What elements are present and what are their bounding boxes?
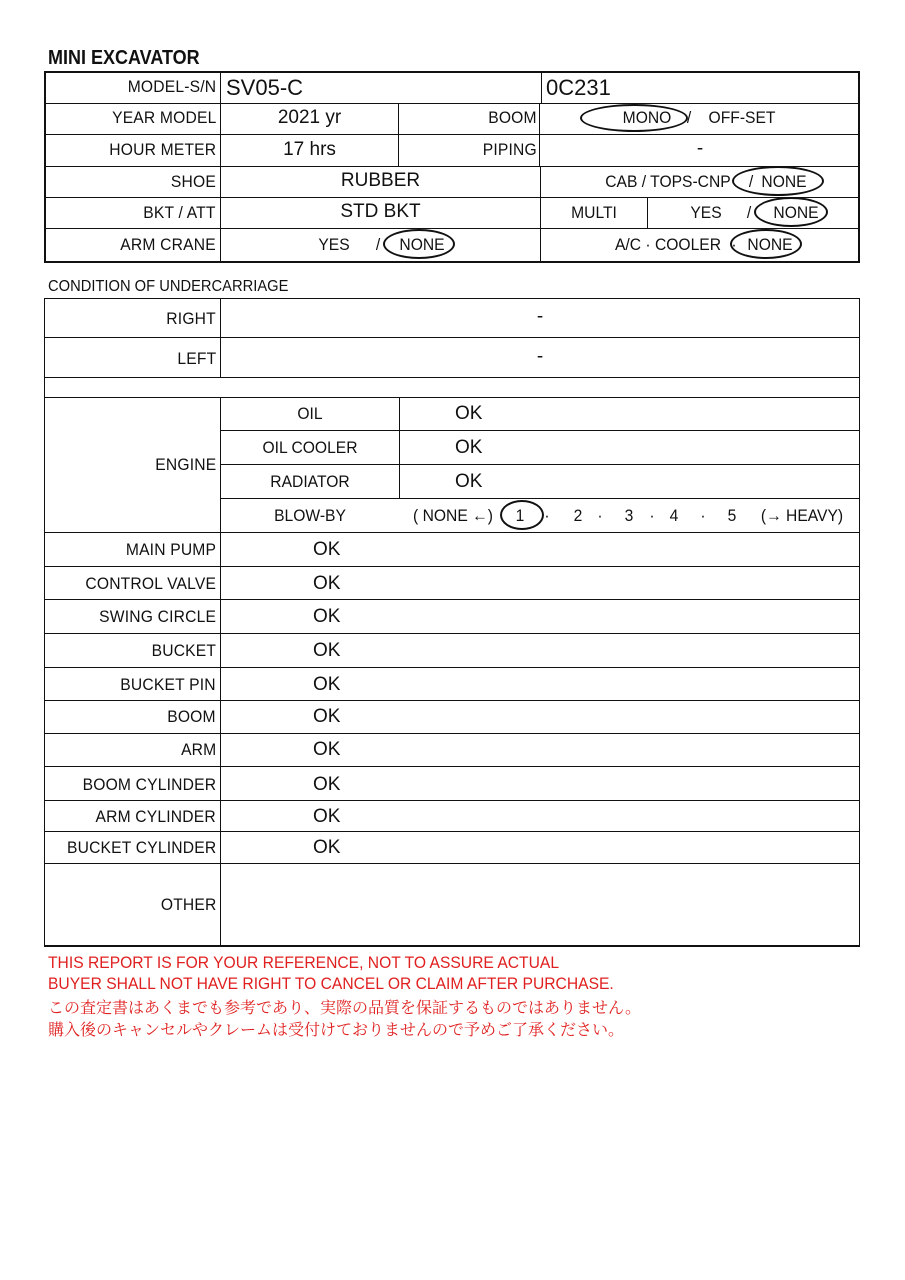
blow-by-level-5: 5 <box>727 506 737 525</box>
check-value-bucket: OK <box>313 640 341 661</box>
blow-by-dot: · <box>544 506 550 525</box>
check-label-boom: BOOM <box>167 707 216 726</box>
check-label-boom-cylinder: BOOM CYLINDER <box>82 775 216 794</box>
right-value: - <box>536 306 544 327</box>
disclaimer-line-3: この査定書はあくまでも参考であり、実際の品質を保証するものではありません。 <box>48 1000 641 1017</box>
undercarriage-heading: CONDITION OF UNDERCARRIAGE <box>48 278 289 295</box>
check-value-boom-cylinder: OK <box>313 774 341 795</box>
boom-label: BOOM <box>488 108 537 127</box>
disclaimer-line-2: BUYER SHALL NOT HAVE RIGHT TO CANCEL OR CLAIM AFTER PURCHASE. <box>48 974 614 993</box>
cab-none: NONE <box>761 172 807 191</box>
shoe-value: RUBBER <box>340 170 421 191</box>
oil-label: OIL <box>297 404 323 423</box>
check-label-arm: ARM <box>180 740 216 759</box>
arm-crane-label: ARM CRANE <box>120 235 216 254</box>
hour-meter-label: HOUR METER <box>109 140 216 159</box>
piping-value: - <box>696 138 704 159</box>
bkt-att-label: BKT / ATT <box>143 203 216 222</box>
hour-meter-value: 17 hrs <box>283 139 336 160</box>
selected-mark <box>580 104 688 132</box>
boom-mono: MONO <box>622 108 672 127</box>
selected-mark <box>500 500 544 530</box>
selected-mark <box>730 229 802 259</box>
year-model-value: 2021 yr <box>277 107 342 128</box>
cab-separator: / <box>748 172 754 191</box>
arm-crane-none: NONE <box>399 235 445 254</box>
other-label: OTHER <box>160 895 216 914</box>
check-value-bucket-pin: OK <box>313 674 341 695</box>
left-label: LEFT <box>177 349 216 368</box>
model-value: SV05-C <box>226 75 304 100</box>
radiator-label: RADIATOR <box>270 472 350 491</box>
multi-label: MULTI <box>571 203 617 222</box>
blow-by-level-4: 4 <box>669 506 679 525</box>
bkt-att-value: STD BKT <box>340 201 421 222</box>
check-label-arm-cylinder: ARM CYLINDER <box>95 807 216 826</box>
blow-by-heavy: (→ HEAVY) <box>760 506 844 525</box>
serial-value: 0C231 <box>546 75 611 100</box>
engine-label: ENGINE <box>154 455 216 474</box>
blow-by-dot: · <box>649 506 655 525</box>
disclaimer-line-1: THIS REPORT IS FOR YOUR REFERENCE, NOT TO ASSURE ACTUAL <box>48 953 560 972</box>
multi-none: NONE <box>773 203 819 222</box>
boom-offset: OFF-SET <box>708 108 776 127</box>
blow-by-level-3: 3 <box>624 506 634 525</box>
blow-by-dot: · <box>597 506 603 525</box>
selected-mark <box>732 166 824 196</box>
right-label: RIGHT <box>166 309 216 328</box>
check-label-bucket-pin: BUCKET PIN <box>120 675 216 694</box>
blow-by-label: BLOW-BY <box>274 506 346 525</box>
ac-cooler-options: A/C · COOLER <box>614 235 722 254</box>
check-value-control-valve: OK <box>313 573 341 594</box>
arm-crane-separator: / <box>375 235 381 254</box>
check-value-boom: OK <box>313 706 341 727</box>
blow-by-level-1: 1 <box>515 506 525 525</box>
check-label-control-valve: CONTROL VALVE <box>85 574 216 593</box>
radiator-value: OK <box>455 471 483 492</box>
page-title: MINI EXCAVATOR <box>48 47 200 69</box>
check-value-bucket-cylinder: OK <box>313 837 341 858</box>
oil-cooler-label: OIL COOLER <box>262 438 358 457</box>
check-value-arm-cylinder: OK <box>313 806 341 827</box>
multi-separator: / <box>746 203 752 222</box>
cab-options: CAB / TOPS-CNP <box>605 172 731 191</box>
multi-yes: YES <box>690 203 722 222</box>
left-value: - <box>536 346 544 367</box>
ac-cooler-separator: · <box>731 235 737 254</box>
blow-by-level-2: 2 <box>573 506 583 525</box>
check-label-bucket: BUCKET <box>151 641 216 660</box>
model-sn-label: MODEL-S/N <box>127 77 216 96</box>
check-label-main-pump: MAIN PUMP <box>125 540 216 559</box>
disclaimer-line-4: 購入後のキャンセルやクレームは受付けておりませんので予めご了承ください。 <box>48 1022 625 1039</box>
year-model-label: YEAR MODEL <box>111 108 216 127</box>
check-value-swing-circle: OK <box>313 606 341 627</box>
boom-separator: / <box>686 108 692 127</box>
check-value-arm: OK <box>313 739 341 760</box>
oil-value: OK <box>455 403 483 424</box>
blow-by-dot: · <box>700 506 706 525</box>
ac-cooler-none: NONE <box>747 235 793 254</box>
shoe-label: SHOE <box>170 172 216 191</box>
selected-mark <box>383 229 455 259</box>
check-value-main-pump: OK <box>313 539 341 560</box>
check-label-bucket-cylinder: BUCKET CYLINDER <box>66 838 216 857</box>
blow-by-none: ( NONE ←) <box>413 506 493 525</box>
selected-mark <box>754 197 828 227</box>
check-label-swing-circle: SWING CIRCLE <box>99 607 216 626</box>
arm-crane-yes: YES <box>318 235 350 254</box>
oil-cooler-value: OK <box>455 437 483 458</box>
piping-label: PIPING <box>482 140 537 159</box>
